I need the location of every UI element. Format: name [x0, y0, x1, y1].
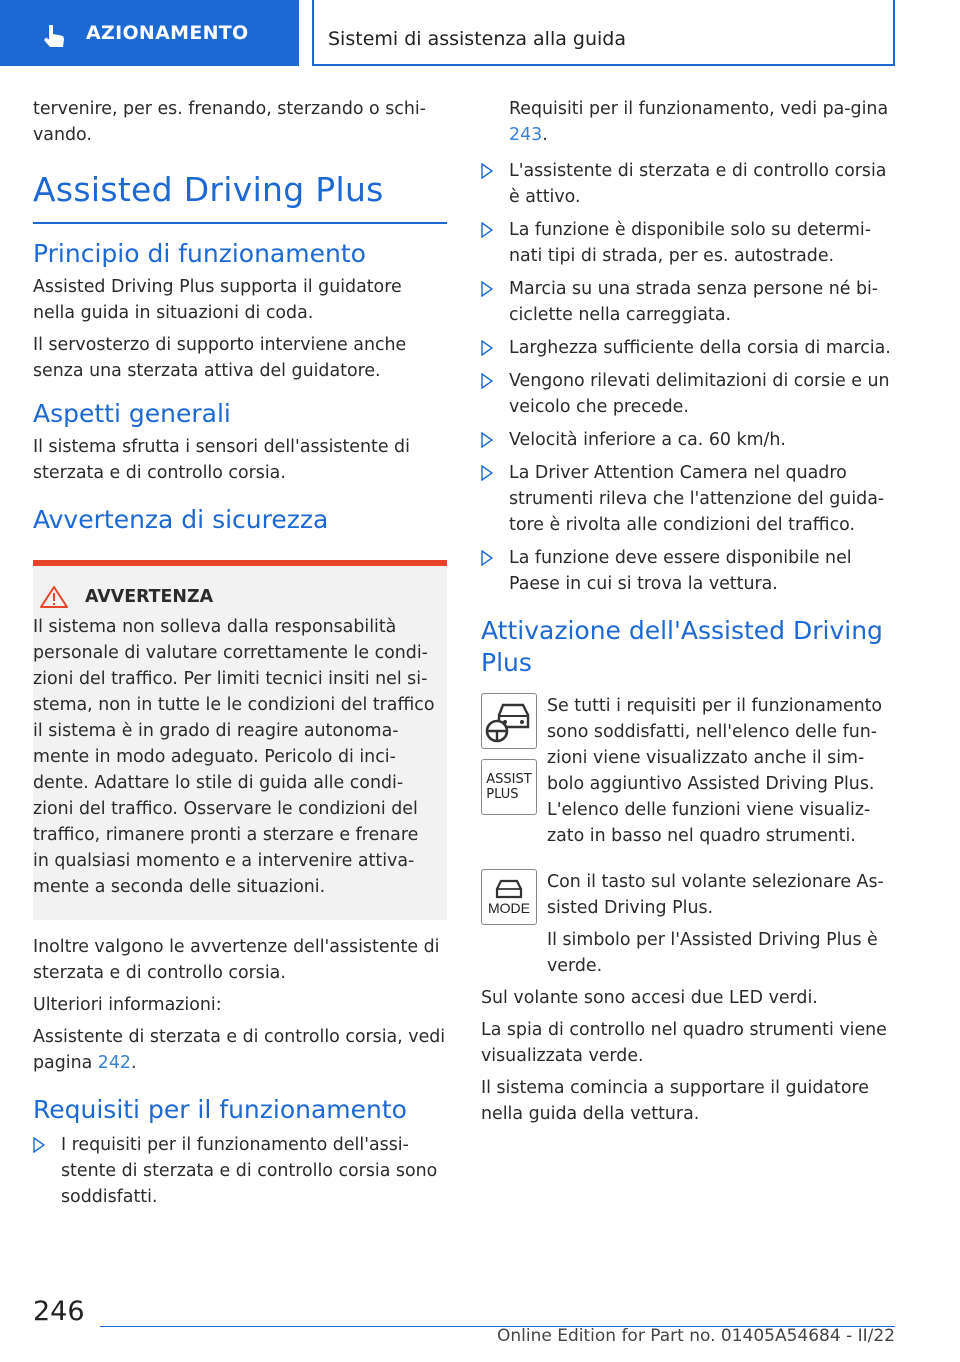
- assist-plus-symbol: [481, 759, 537, 815]
- car-steering-wheel-icon: [483, 699, 535, 743]
- car-mode-icon: [483, 875, 535, 919]
- intro-paragraph: tervenire, per es. frenando, sterzando o schi-vando.: [33, 99, 426, 145]
- bullet-triangle-icon: [481, 163, 493, 179]
- assisted-driving-symbol: [481, 693, 537, 749]
- mode-button-symbol: [481, 869, 537, 925]
- bullet-triangle-icon: [481, 550, 493, 566]
- right-column: [481, 96, 899, 1133]
- mode-label: MODE: [488, 900, 530, 916]
- assist-label: ASSIST: [486, 772, 532, 787]
- bullet-triangle-icon: [481, 465, 493, 481]
- pointing-hand-icon: [40, 22, 68, 50]
- heading-attivazione: Attivazione dell'Assisted Driving Plus: [481, 616, 883, 677]
- heading-avvertenza: Avvertenza di sicurezza: [33, 505, 329, 534]
- activation-text-6: Il sistema comincia a supportare il guidatore nella guida della vettura.: [481, 1078, 869, 1124]
- warning-triangle-icon: [39, 585, 69, 609]
- paragraph-ulteriori: Ulteriori informazioni:: [33, 995, 222, 1015]
- page-title: Assisted Driving Plus: [33, 170, 384, 209]
- bullet-triangle-icon: [481, 432, 493, 448]
- paragraph-principio-1: Assisted Driving Plus supporta il guidatore nella guida in situazioni di coda.: [33, 277, 402, 323]
- header-chapter-label: Sistemi di assistenza alla guida: [328, 28, 627, 50]
- list-item: Velocità inferiore a ca. 60 km/h.: [481, 427, 899, 453]
- header-chapter-box: [312, 0, 895, 66]
- page-link-242[interactable]: 242: [97, 1053, 131, 1073]
- bullet-triangle-icon: [33, 1137, 45, 1153]
- heading-requisiti: Requisiti per il funzionamento: [33, 1095, 407, 1124]
- list-item: I requisiti per il funzionamento dell'assi-stente di sterzata e di controllo corsia sono soddisfatti.: [33, 1132, 447, 1210]
- warning-title: AVVERTENZA: [85, 587, 214, 607]
- warning-title-row: [33, 584, 437, 610]
- reference-text: Assistente di sterzata e di controllo corsia, vedi pagina: [33, 1027, 446, 1073]
- footer-edition: Online Edition for Part no. 01405A54684 - II/22: [496, 1326, 895, 1346]
- symbol-row-assist: [481, 693, 899, 855]
- bullet-triangle-icon: [481, 340, 493, 356]
- list-item: L'assistente di sterzata e di controllo corsia è attivo.: [481, 158, 899, 210]
- page-number: 246: [33, 1296, 85, 1327]
- symbol-column: [481, 693, 547, 855]
- paragraph-inoltre: Inoltre valgono le avvertenze dell'assistente di sterzata e di controllo corsia.: [33, 937, 440, 983]
- header-section-tab: [0, 0, 299, 66]
- list-item: Larghezza sufficiente della corsia di marcia.: [481, 335, 899, 361]
- requisiti-continuation: Requisiti per il funzionamento, vedi pa-gina 243.: [509, 99, 889, 145]
- list-item: La funzione è disponibile solo su determi-nati tipi di strada, per es. autostrade.: [481, 217, 899, 269]
- warning-box: [33, 560, 447, 920]
- list-item: Marcia su una strada senza persone né bi-ciclette nella carreggiata.: [481, 276, 899, 328]
- list-item: Vengono rilevati delimitazioni di corsie e un veicolo che precede.: [481, 368, 899, 420]
- heading-aspetti: Aspetti generali: [33, 399, 231, 428]
- requisiti-list: [33, 1132, 447, 1210]
- list-item: La funzione deve essere disponibile nel Paese in cui si trova la vettura.: [481, 545, 899, 597]
- title-divider: [33, 222, 447, 224]
- left-column: [33, 96, 447, 1217]
- symbol-row-mode: [481, 869, 899, 985]
- plus-label: PLUS: [486, 787, 519, 802]
- page-link-243[interactable]: 243: [509, 125, 543, 145]
- list-item: La Driver Attention Camera nel quadro strumenti rileva che l'attenzione del guida-tore è rivolta alle condizioni del traffico.: [481, 460, 899, 538]
- activation-text-2: Con il tasto sul volante selezionare As-sisted Driving Plus. Il simbolo per l'Assisted Driving Plus è verde.: [547, 872, 884, 976]
- paragraph-reference: Assistente di sterzata e di controllo corsia, vedi pagina 242.: [33, 1027, 446, 1073]
- paragraph-principio-2: Il servosterzo di supporto interviene anche senza una sterzata attiva del guidatore.: [33, 335, 407, 381]
- bullet-triangle-icon: [481, 222, 493, 238]
- bullet-triangle-icon: [481, 281, 493, 297]
- conditions-list: [481, 158, 899, 597]
- activation-text-5: La spia di controllo nel quadro strumenti viene visualizzata verde.: [481, 1020, 887, 1066]
- symbol-column: [481, 869, 547, 985]
- bullet-triangle-icon: [481, 373, 493, 389]
- paragraph-aspetti: Il sistema sfrutta i sensori dell'assistente di sterzata e di controllo corsia.: [33, 437, 410, 483]
- heading-principio: Principio di funzionamento: [33, 239, 366, 268]
- warning-text: Il sistema non solleva dalla responsabilità personale di valutare correttamente le condi-zioni del traffico. Per limiti tecnici insiti nel si-stema, non in tutte le le condizioni del traffico il sistema è in grado di reagire autonoma-mente in modo adeguato. Pericolo di inci-dente. Adattare lo stile di guida alle condi-zioni del traffico. Osservare le condizioni del traffico, rimanere pronti a sterzare e frenare in qualsiasi momento e a intervenire attiva-mente a seconda delle situazioni.: [33, 617, 435, 897]
- activation-text-1: Se tutti i requisiti per il funzionamento sono soddisfatti, nell'elenco delle fun-zioni viene visualizzato anche il sim-bolo aggiuntivo Assisted Driving Plus. L'elenco delle funzioni viene visualiz-zato in basso nel quadro strumenti.: [547, 696, 883, 846]
- activation-text-4: Sul volante sono accesi due LED verdi.: [481, 988, 818, 1008]
- header-section-label: AZIONAMENTO: [86, 22, 249, 44]
